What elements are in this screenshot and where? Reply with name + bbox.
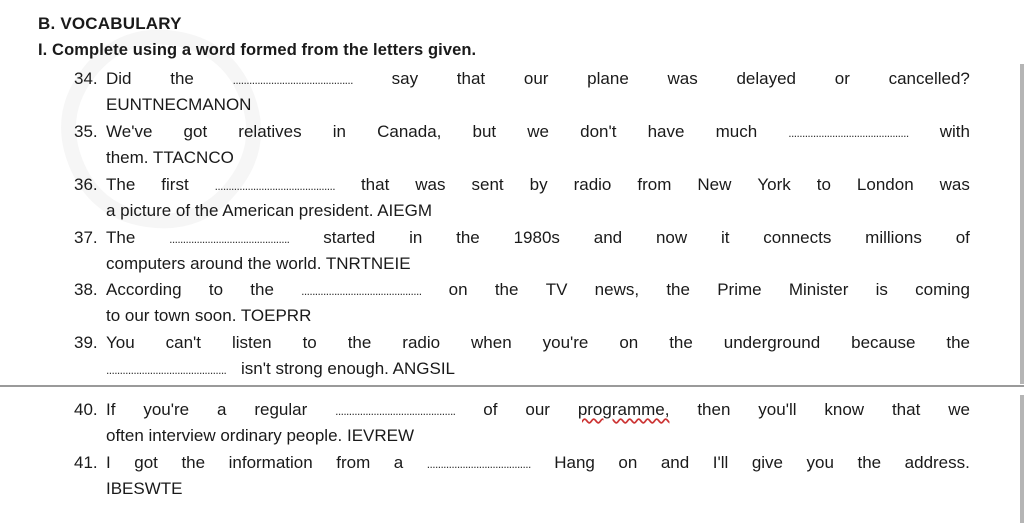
answer-blank[interactable]: ............................................ xyxy=(106,363,227,377)
question-line xyxy=(106,172,970,198)
question-word: was xyxy=(415,175,446,194)
question-word: a xyxy=(216,400,227,419)
question-word: got xyxy=(134,453,158,472)
question-line-continued xyxy=(106,476,970,502)
question-word: the xyxy=(494,280,519,299)
question-word: in xyxy=(409,228,423,247)
question-word: the xyxy=(347,333,372,352)
question-word: that xyxy=(360,175,390,194)
question-word: you're xyxy=(542,333,589,352)
question-word: was xyxy=(939,175,970,194)
question-word: now xyxy=(655,228,688,247)
question-word: We've xyxy=(106,122,153,141)
question-word: give xyxy=(751,453,783,472)
question-text-with-letters: a picture of the American president. AIEGM xyxy=(106,201,432,220)
question-number: 41. xyxy=(74,453,98,472)
question-text-with-letters: to our town soon. TOEPRR xyxy=(106,306,312,325)
question-word: the xyxy=(181,453,206,472)
question-word: The xyxy=(106,175,136,194)
question-word: plane xyxy=(587,69,629,88)
question-word: Hang xyxy=(554,453,595,472)
question-line-continued xyxy=(106,303,970,329)
question-text-with-letters: computers around the world. TNRTNEIE xyxy=(106,254,411,273)
question-word: to xyxy=(208,280,224,299)
question-word: regular xyxy=(254,400,308,419)
question-line-continued xyxy=(106,423,970,449)
question-word: listen xyxy=(231,333,272,352)
question-word: was xyxy=(667,69,698,88)
question-word: or xyxy=(834,69,850,88)
question-number: 40. xyxy=(74,400,98,419)
question-word: 1980s xyxy=(513,228,560,247)
question-word: when xyxy=(471,333,512,352)
question-word: and xyxy=(593,228,623,247)
question-word: the xyxy=(666,280,690,299)
question-item xyxy=(74,277,970,329)
question-word: you'll xyxy=(758,400,797,419)
question-item xyxy=(74,397,970,449)
question-word: say xyxy=(391,69,419,88)
section-title: B. VOCABULARY xyxy=(38,14,182,33)
question-word: from xyxy=(336,453,371,472)
question-line xyxy=(106,397,970,423)
question-word: the xyxy=(857,453,882,472)
question-line xyxy=(106,66,970,92)
question-item xyxy=(74,330,970,382)
question-word: London xyxy=(856,175,914,194)
question-word: connects xyxy=(763,228,832,247)
question-word: cancelled? xyxy=(888,69,970,88)
question-word: sent xyxy=(471,175,504,194)
answer-blank[interactable]: ............................................ xyxy=(335,404,456,418)
question-word: According xyxy=(106,280,182,299)
question-line-continued xyxy=(106,198,970,224)
question-text-with-letters: IBESWTE xyxy=(106,479,183,498)
question-word: our xyxy=(523,69,549,88)
question-word: on xyxy=(448,280,468,299)
question-number: 35. xyxy=(74,122,98,141)
question-word: much xyxy=(715,122,758,141)
question-word: relatives xyxy=(238,122,302,141)
question-word: know xyxy=(824,400,865,419)
question-word: Prime xyxy=(717,280,762,299)
question-word: then xyxy=(697,400,731,419)
question-number: 39. xyxy=(74,333,98,352)
question-word: New xyxy=(697,175,732,194)
answer-blank[interactable]: ............................................ xyxy=(169,232,290,246)
question-word: underground xyxy=(723,333,821,352)
question-word: but xyxy=(472,122,497,141)
question-word: programme, xyxy=(577,400,670,419)
question-word: you're xyxy=(143,400,190,419)
question-text-with-letters: them. TTACNCO xyxy=(106,148,234,167)
question-word: is xyxy=(875,280,888,299)
exercise-instruction: I. Complete using a word formed from the letters given. xyxy=(38,41,477,59)
question-item xyxy=(74,119,970,171)
question-word: York xyxy=(757,175,791,194)
question-word: address. xyxy=(904,453,970,472)
question-text-with-letters: EUNTNECMANON xyxy=(106,95,252,114)
question-word: of xyxy=(483,400,498,419)
question-item xyxy=(74,225,970,277)
question-line-continued xyxy=(106,92,970,118)
question-word: started xyxy=(323,228,376,247)
question-item xyxy=(74,172,970,224)
question-word: on xyxy=(619,333,639,352)
question-word: to xyxy=(816,175,831,194)
question-word: the xyxy=(946,333,970,352)
question-word: radio xyxy=(573,175,612,194)
question-number: 38. xyxy=(74,280,98,299)
page-divider xyxy=(0,385,1024,387)
question-number: 37. xyxy=(74,228,98,247)
question-word: that xyxy=(456,69,486,88)
question-word: The xyxy=(106,228,136,247)
question-word: TV xyxy=(545,280,568,299)
question-line-continued xyxy=(106,356,970,382)
question-word: our xyxy=(525,400,550,419)
answer-blank[interactable]: ............................................ xyxy=(301,284,422,298)
question-word: If xyxy=(106,400,116,419)
question-word: it xyxy=(720,228,730,247)
answer-blank[interactable]: ............................................ xyxy=(788,126,909,140)
question-word: that xyxy=(891,400,921,419)
answer-blank[interactable]: ...................................... xyxy=(426,457,531,471)
question-line xyxy=(106,225,970,251)
question-word: news, xyxy=(594,280,640,299)
question-item xyxy=(74,450,970,502)
question-word: on xyxy=(618,453,638,472)
question-line xyxy=(106,277,970,303)
question-word: don't xyxy=(580,122,617,141)
question-word: with xyxy=(939,122,970,141)
question-word: the xyxy=(170,69,194,88)
question-word: have xyxy=(647,122,685,141)
question-text-with-letters: isn't strong enough. ANGSIL xyxy=(236,359,456,378)
question-word: in xyxy=(332,122,346,141)
question-word: can't xyxy=(165,333,202,352)
question-word: we xyxy=(527,122,549,141)
question-line-continued xyxy=(106,251,970,277)
question-word: and xyxy=(660,453,690,472)
question-word: from xyxy=(637,175,672,194)
question-word: delayed xyxy=(736,69,797,88)
question-word: of xyxy=(955,228,970,247)
question-item xyxy=(74,66,970,118)
question-word: Minister xyxy=(788,280,849,299)
question-word: first xyxy=(161,175,189,194)
question-word: we xyxy=(948,400,970,419)
question-word: I'll xyxy=(712,453,729,472)
question-word: by xyxy=(529,175,548,194)
question-text-with-letters: often interview ordinary people. IEVREW xyxy=(106,426,415,445)
question-word: millions xyxy=(865,228,922,247)
question-word: information xyxy=(228,453,313,472)
question-word: You xyxy=(106,333,135,352)
answer-blank[interactable]: ............................................ xyxy=(232,73,353,87)
question-word: the xyxy=(669,333,693,352)
question-word: you xyxy=(806,453,834,472)
answer-blank[interactable]: ............................................ xyxy=(214,179,335,193)
question-word: Canada, xyxy=(377,122,442,141)
question-word: the xyxy=(456,228,480,247)
question-number: 36. xyxy=(74,175,98,194)
question-word: the xyxy=(250,280,274,299)
question-number: 34. xyxy=(74,69,98,88)
question-word: got xyxy=(183,122,208,141)
question-word: to xyxy=(302,333,317,352)
question-line xyxy=(106,450,970,476)
question-word: radio xyxy=(402,333,441,352)
question-word: because xyxy=(851,333,916,352)
question-line xyxy=(106,119,970,145)
question-word: I xyxy=(106,453,111,472)
question-word: Did xyxy=(106,69,132,88)
question-word: a xyxy=(393,453,404,472)
question-line-continued xyxy=(106,145,970,171)
question-line xyxy=(106,330,970,356)
question-word: coming xyxy=(915,280,970,299)
